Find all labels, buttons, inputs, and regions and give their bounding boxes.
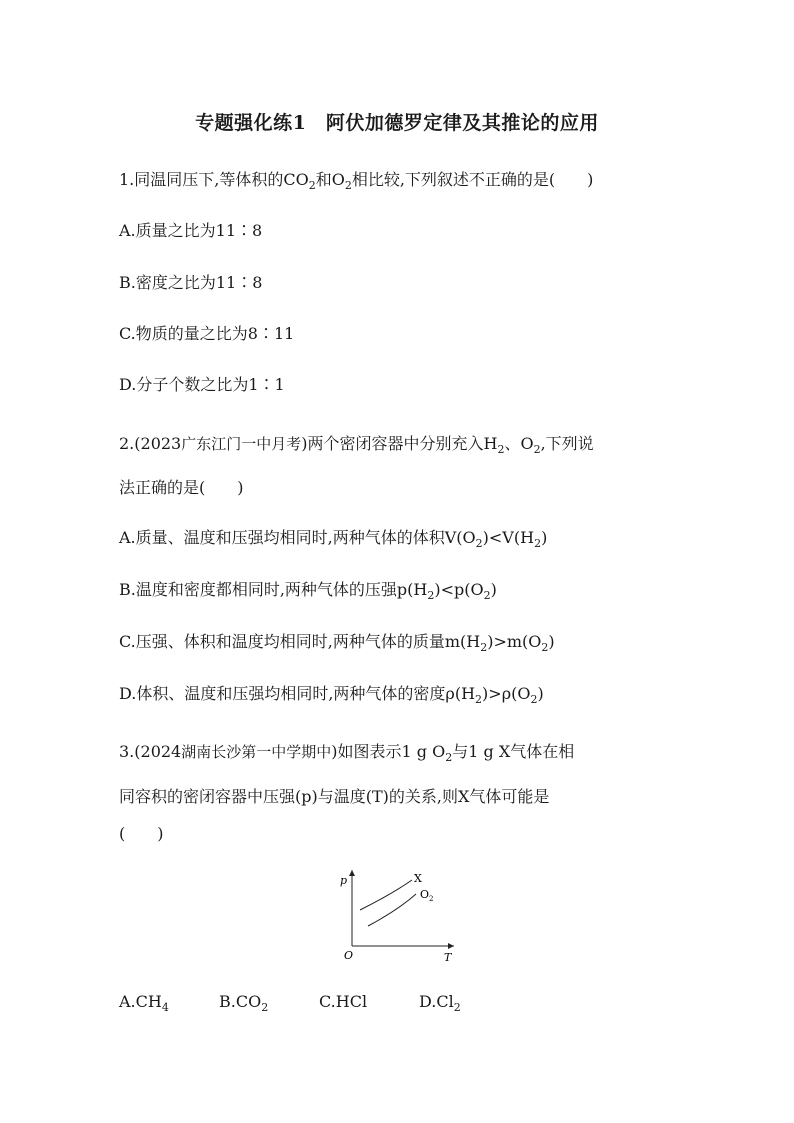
q1-stem-part: 相比较,下列叙述不正确的是( ) bbox=[351, 170, 594, 189]
option-text: ) bbox=[490, 580, 497, 599]
option-text: )>ρ(O bbox=[482, 684, 531, 703]
subscript: 2 bbox=[261, 1001, 269, 1014]
o2-label-sub: 2 bbox=[429, 895, 434, 903]
q3-option-c bbox=[319, 990, 367, 1014]
curve-x-label: X bbox=[414, 872, 422, 885]
q1-stem-part: 1.同温同压下,等体积的CO bbox=[119, 170, 309, 189]
option-text: ) bbox=[537, 684, 544, 703]
option-text: ) bbox=[548, 632, 555, 651]
q3-number: 3.(2024 bbox=[119, 742, 182, 761]
subscript: 2 bbox=[445, 751, 453, 764]
subscript: 2 bbox=[541, 641, 549, 654]
q3-stem-line2: 同容积的密闭容器中压强(p)与温度(T)的关系,则X气体可能是 bbox=[119, 787, 550, 806]
option-text: D.Cl bbox=[419, 992, 454, 1011]
q2-source: 广东江门一中月考 bbox=[181, 435, 302, 453]
q3-stem-part: )如图表示1 g O bbox=[331, 742, 446, 761]
page-title: 专题强化练1 阿伏加德罗定律及其推论的应用 bbox=[195, 112, 599, 134]
o2-label-text: O bbox=[420, 888, 430, 901]
subscript: 2 bbox=[480, 641, 488, 654]
q2-stem-part: 、O bbox=[504, 434, 534, 453]
q2-option-a bbox=[119, 526, 547, 556]
origin-label: O bbox=[344, 949, 354, 962]
option-text: A.质量、温度和压强均相同时,两种气体的体积V(O bbox=[119, 528, 476, 547]
curve-o2-label bbox=[420, 888, 434, 903]
q2-option-c bbox=[119, 630, 555, 660]
subscript: 2 bbox=[308, 179, 316, 192]
option-text: )>m(O bbox=[487, 632, 542, 651]
q2-stem-line2: 法正确的是( ) bbox=[119, 478, 244, 497]
q1-option-b: B.密度之比为11∶8 bbox=[119, 273, 263, 292]
option-text: C.HCl bbox=[319, 992, 368, 1011]
q2-option-d bbox=[119, 682, 544, 712]
option-text: D.体积、温度和压强均相同时,两种气体的密度ρ(H bbox=[119, 684, 476, 703]
curve-o2 bbox=[368, 894, 416, 926]
q2-option-b bbox=[119, 578, 497, 608]
subscript: 2 bbox=[483, 589, 491, 602]
q3-option-d bbox=[419, 990, 461, 1020]
option-text: )<p(O bbox=[434, 580, 484, 599]
q1-option-d: D.分子个数之比为1∶1 bbox=[119, 375, 285, 394]
q2-stem bbox=[119, 432, 594, 462]
subscript: 2 bbox=[427, 589, 435, 602]
option-text: C.压强、体积和温度均相同时,两种气体的质量m(H bbox=[119, 632, 481, 651]
q3-stem bbox=[119, 740, 574, 770]
pressure-temperature-graph bbox=[330, 862, 470, 972]
q3-stem-part: 与1 g X气体在相 bbox=[452, 742, 575, 761]
subscript: 2 bbox=[344, 179, 352, 192]
subscript: 2 bbox=[475, 537, 483, 550]
subscript: 2 bbox=[530, 693, 538, 706]
subscript: 2 bbox=[534, 537, 542, 550]
q1-option-c: C.物质的量之比为8∶11 bbox=[119, 324, 295, 343]
subscript: 2 bbox=[453, 1001, 461, 1014]
q1-option-a: A.质量之比为11∶8 bbox=[119, 221, 263, 240]
option-text: )<V(H bbox=[482, 528, 535, 547]
subscript: 2 bbox=[475, 693, 483, 706]
option-text: ) bbox=[541, 528, 548, 547]
q2-number: 2.(2023 bbox=[119, 434, 182, 453]
q2-stem-part: )两个密闭容器中分别充入H bbox=[301, 434, 498, 453]
option-text: B.温度和密度都相同时,两种气体的压强p(H bbox=[119, 580, 428, 599]
curve-x bbox=[360, 880, 412, 910]
y-axis-label: p bbox=[340, 874, 348, 887]
q3-stem-line3: ( ) bbox=[119, 824, 164, 843]
q3-source: 湖南长沙第一中学期中 bbox=[181, 743, 332, 761]
subscript: 4 bbox=[161, 1001, 169, 1014]
q3-option-a bbox=[119, 990, 169, 1020]
option-text: B.CO bbox=[219, 992, 262, 1011]
subscript: 2 bbox=[533, 443, 541, 456]
q2-stem-part: ,下列说 bbox=[540, 434, 594, 453]
q3-option-b bbox=[219, 990, 268, 1020]
q1-stem bbox=[119, 168, 593, 198]
x-axis-label: T bbox=[444, 951, 452, 964]
subscript: 2 bbox=[497, 443, 505, 456]
option-text: A.CH bbox=[119, 992, 162, 1011]
q1-stem-part: 和O bbox=[315, 170, 345, 189]
